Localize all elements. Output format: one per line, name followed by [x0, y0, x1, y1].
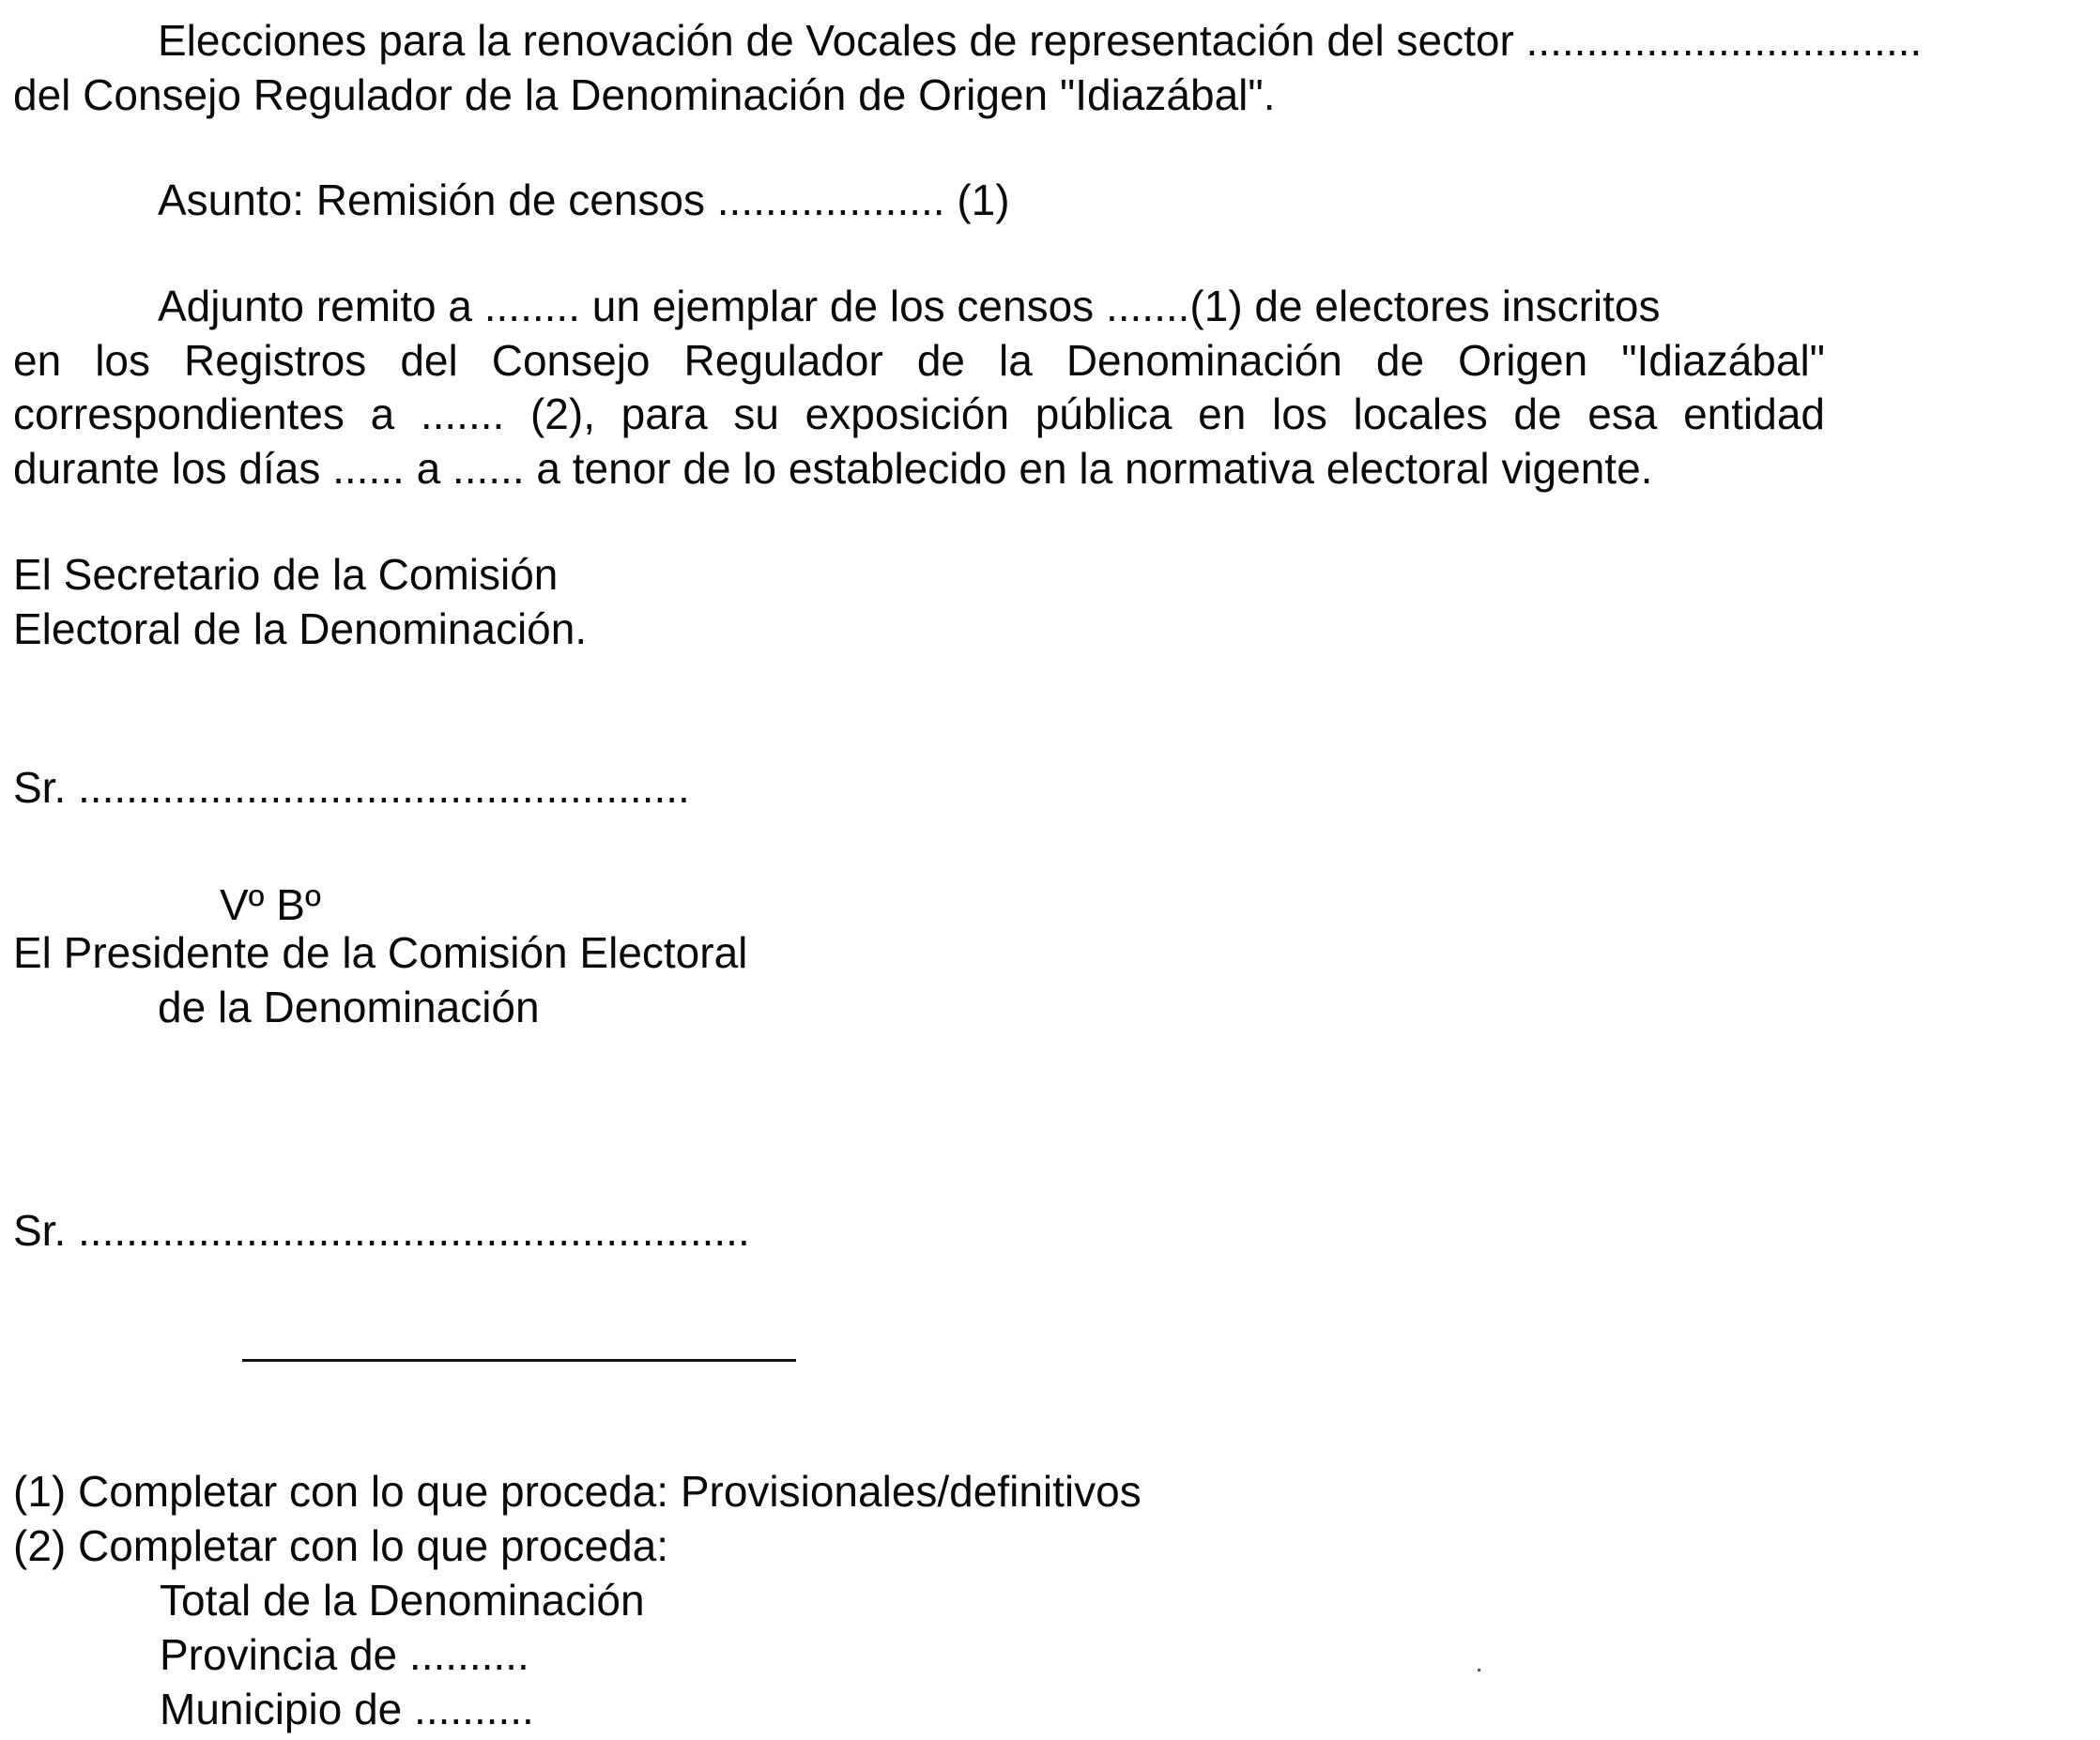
- secretary-name-field: Sr. ...................................................: [13, 763, 690, 812]
- footnote-option-total: Total de la Denominación: [160, 1576, 645, 1625]
- subject-line: Asunto: Remisión de censos ................... (1): [158, 176, 1010, 224]
- footnote-1: (1) Completar con lo que proceda: Provisionales/definitivos: [13, 1467, 1142, 1516]
- body-line-1: Adjunto remito a ........ un ejemplar de los censos .......(1) de electores inscritos: [158, 282, 1661, 330]
- president-title-line-1: El Presidente de la Comisión Electoral: [13, 928, 748, 977]
- secretary-title-line-2: Electoral de la Denominación.: [13, 604, 588, 653]
- president-name-field: Sr. ........................................................: [13, 1206, 750, 1255]
- body-line-3: correspondientes a ....... (2), para su exposición pública en los locales de esa entidad: [13, 389, 1825, 438]
- president-title-line-2: de la Denominación: [158, 983, 540, 1031]
- heading-line-2: del Consejo Regulador de la Denominación de Origen "Idiazábal".: [13, 70, 1276, 119]
- secretary-title-line-1: El Secretario de la Comisión: [13, 550, 559, 599]
- heading-line-1: Elecciones para la renovación de Vocales de representación del sector .................................: [158, 16, 1923, 65]
- footnote-2: (2) Completar con lo que proceda:: [13, 1521, 669, 1570]
- vobo-label: Vº Bº: [220, 880, 321, 929]
- body-line-2: en los Registros del Consejo Regulador de la Denominación de Origen "Idiazábal": [13, 336, 1825, 385]
- body-line-4: durante los días ...... a ...... a tenor de lo establecido en la normativa electoral vigente.: [13, 444, 1653, 493]
- footnote-separator: [242, 1359, 796, 1362]
- footnote-option-provincia: Provincia de ..........: [160, 1630, 529, 1679]
- footnote-option-municipio: Municipio de ..........: [160, 1685, 534, 1733]
- scan-speck: [1478, 1669, 1480, 1671]
